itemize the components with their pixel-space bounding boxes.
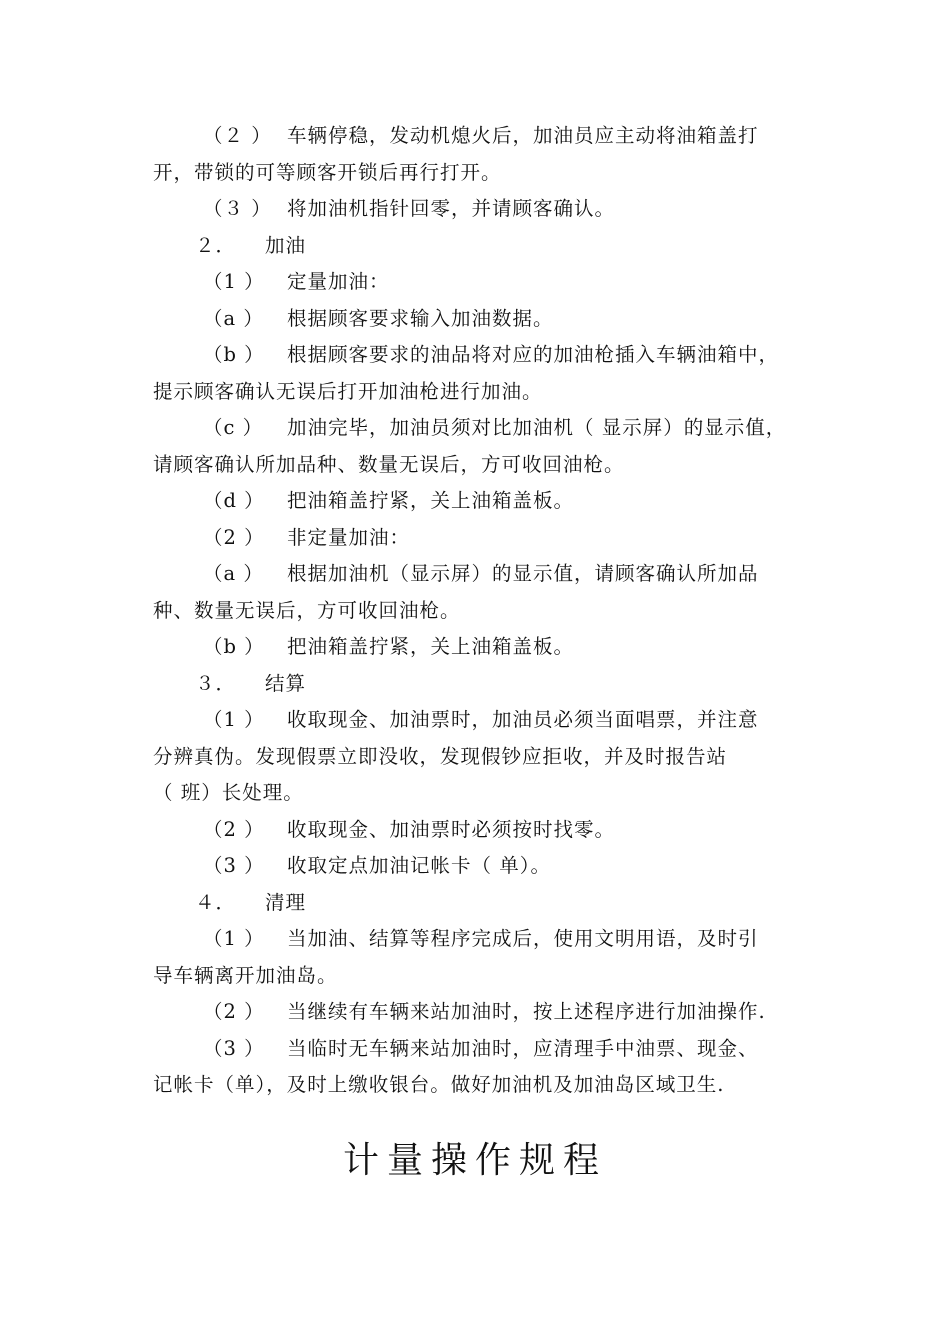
section-number: ２． [195,233,237,257]
paragraph-line [153,301,813,338]
item-text: 当加油、结算等程序完成后，使用文明用语，及时引 [287,927,759,950]
item-marker: （2 ） [203,525,265,549]
paragraph-line [153,593,813,630]
item-marker: （２ ） [203,124,272,147]
paragraph-line [153,410,813,447]
paragraph-line [153,155,813,192]
section-number: ３． [195,671,237,695]
page-title: 计量操作规程 [342,1140,607,1181]
paragraph-line [153,1067,813,1104]
item-marker: （1 ） [203,708,265,731]
item-marker: （a ） [203,562,264,585]
item-text: 分辨真伪。发现假票立即没收，发现假钞应拒收，并及时报告站 [153,744,728,768]
section-title: 加油 [265,233,307,257]
item-marker: （c ） [203,416,264,439]
paragraph-line [153,337,813,374]
paragraph-line [153,702,813,739]
item-marker: （3 ） [203,1036,265,1060]
item-text: 根据加油机（显示屏）的显示值，请顾客确认所加品 [287,562,759,585]
item-marker: （2 ） [203,1000,265,1023]
paragraph-line [153,483,813,520]
paragraph-line [153,775,813,812]
item-text: 根据顾客要求的油品将对应的加油枪插入车辆油箱中， [287,343,780,366]
item-text: （ 班）长处理。 [153,781,304,804]
item-text: 收取定点加油记帐卡（ 单）。 [287,854,551,877]
paragraph-line [153,958,813,995]
item-text: 非定量加油： [287,525,411,549]
paragraph-line [153,264,813,301]
paragraph-line [153,520,813,557]
item-text: 开，带锁的可等顾客开锁后再行打开。 [153,160,502,184]
item-text: 根据顾客要求输入加油数据。 [287,306,554,330]
item-text: 导车辆离开加油岛。 [153,963,338,987]
paragraph-line [153,556,813,593]
item-text: 当继续有车辆来站加油时，按上述程序进行加油操作. [287,1000,766,1023]
section-heading [153,885,813,922]
procedure-text [153,118,813,1104]
paragraph-line [153,191,813,228]
item-text: 加油完毕，加油员须对比加油机（ 显示屏）的显示值， [287,416,787,439]
item-marker: （a ） [203,306,264,330]
paragraph-line [153,374,813,411]
paragraph-line [153,447,813,484]
paragraph-line [153,739,813,776]
item-text: 当临时无车辆来站加油时，应清理手中油票、现金、 [287,1036,759,1060]
item-text: 收取现金、加油票时必须按时找零。 [287,817,616,841]
item-marker: （1 ） [203,927,265,950]
item-text: 记帐卡（单），及时上缴收银台。做好加油机及加油岛区域卫生. [153,1073,725,1096]
item-marker: （b ） [203,635,265,658]
section-number: ４． [195,890,237,914]
section-heading [153,228,813,265]
item-marker: （3 ） [203,854,265,877]
paragraph-line [153,118,813,155]
item-text: 定量加油： [287,270,390,293]
paragraph-line [153,848,813,885]
section-heading [153,666,813,703]
item-text: 提示顾客确认无误后打开加油枪进行加油。 [153,379,543,403]
item-text: 收取现金、加油票时，加油员必须当面唱票，并注意 [287,708,759,731]
item-marker: （d ） [203,489,265,512]
paragraph-line [153,812,813,849]
paragraph-line [153,629,813,666]
item-text: 把油箱盖拧紧，关上油箱盖板。 [287,489,575,512]
paragraph-line [153,1031,813,1068]
item-marker: （2 ） [203,817,265,841]
section-title: 清理 [265,890,307,914]
item-marker: （1 ） [203,270,265,293]
paragraph-line [153,994,813,1031]
item-text: 种、数量无误后，方可收回油枪。 [153,598,461,622]
item-text: 将加油机指针回零，并请顾客确认。 [287,197,616,220]
item-text: 请顾客确认所加品种、数量无误后，方可收回油枪。 [153,452,625,476]
item-marker: （３ ） [203,197,272,220]
item-marker: （b ） [203,343,265,366]
paragraph-line [153,921,813,958]
item-text: 车辆停稳，发动机熄火后，加油员应主动将油箱盖打 [287,124,759,147]
item-text: 把油箱盖拧紧，关上油箱盖板。 [287,635,575,658]
section-title: 结算 [265,671,307,695]
